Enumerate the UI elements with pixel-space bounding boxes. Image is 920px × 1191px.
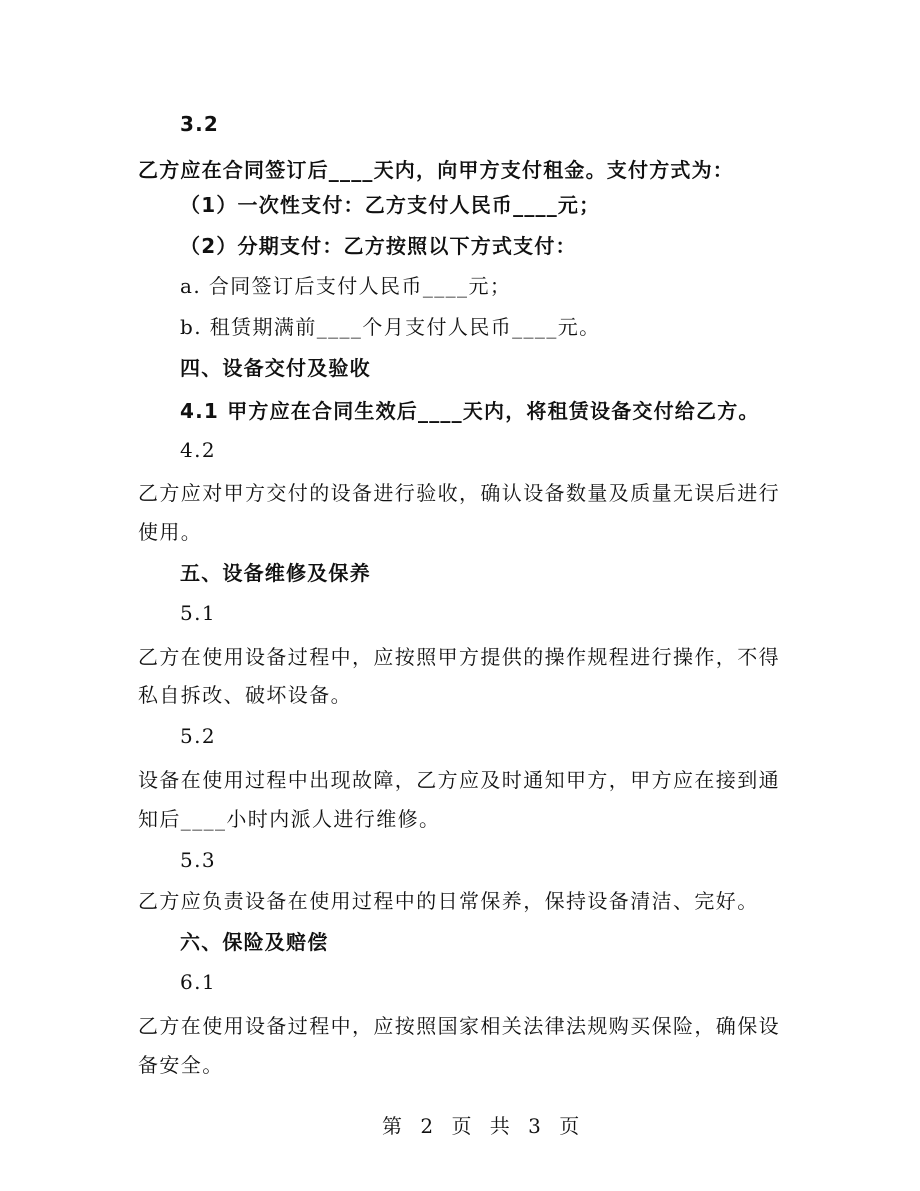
payment-item-a: a. 合同签订后支付人民币____元； bbox=[180, 274, 512, 298]
clause-4-1: 4.1 甲方应在合同生效后____天内，将租赁设备交付给乙方。 bbox=[180, 399, 760, 423]
section-6-heading: 六、保险及赔偿 bbox=[180, 930, 329, 954]
clause-4-2-number: 4.2 bbox=[180, 438, 217, 462]
clause-5-2-text-line2: 知后____小时内派人进行维修。 bbox=[138, 807, 441, 831]
clause-3-2-number: 3.2 bbox=[180, 112, 220, 136]
clause-6-1-text-line2: 备安全。 bbox=[138, 1053, 224, 1077]
section-4-heading: 四、设备交付及验收 bbox=[180, 356, 371, 380]
clause-5-1-number: 5.1 bbox=[180, 601, 217, 625]
clause-5-3-number: 5.3 bbox=[180, 848, 217, 872]
clause-3-2-text: 乙方应在合同签订后____天内，向甲方支付租金。支付方式为： bbox=[138, 158, 734, 182]
clause-5-1-text-line2: 私自拆改、破坏设备。 bbox=[138, 683, 352, 707]
clause-4-2-text-line1: 乙方应对甲方交付的设备进行验收，确认设备数量及质量无误后进行 bbox=[138, 481, 780, 505]
section-5-heading: 五、设备维修及保养 bbox=[180, 561, 371, 585]
payment-option-1: （1）一次性支付：乙方支付人民币____元； bbox=[180, 193, 601, 217]
clause-5-2-number: 5.2 bbox=[180, 724, 217, 748]
payment-item-b: b. 租赁期满前____个月支付人民币____元。 bbox=[180, 315, 601, 339]
clause-6-1-number: 6.1 bbox=[180, 970, 217, 994]
clause-5-2-text-line1: 设备在使用过程中出现故障，乙方应及时通知甲方，甲方应在接到通 bbox=[138, 768, 780, 792]
clause-5-1-text-line1: 乙方在使用设备过程中，应按照甲方提供的操作规程进行操作，不得 bbox=[138, 645, 780, 669]
clause-6-1-text-line1: 乙方在使用设备过程中，应按照国家相关法律法规购买保险，确保设 bbox=[138, 1014, 780, 1038]
page-number-footer: 第 2 页 共 3 页 bbox=[382, 1114, 586, 1138]
clause-5-3-text: 乙方应负责设备在使用过程中的日常保养，保持设备清洁、完好。 bbox=[138, 889, 759, 913]
clause-4-2-text-line2: 使用。 bbox=[138, 520, 203, 544]
payment-option-2: （2）分期支付：乙方按照以下方式支付： bbox=[180, 234, 577, 258]
